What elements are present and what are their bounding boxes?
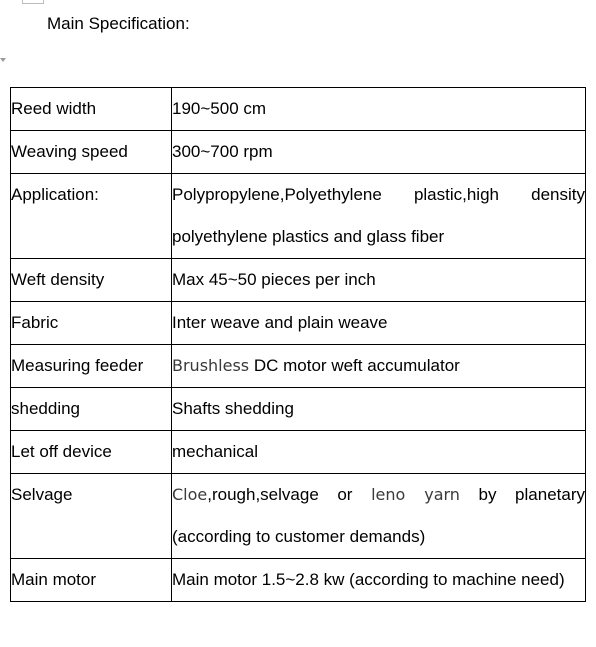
spec-value-part: DC motor weft accumulator [249, 356, 460, 375]
spec-value-part: Brushless [172, 356, 250, 375]
table-row [11, 88, 586, 131]
spec-label: shedding [11, 388, 172, 431]
spec-label: Main motor [11, 559, 172, 602]
table-row [11, 302, 586, 345]
margin-caret-icon [0, 58, 6, 62]
spec-value [172, 474, 586, 559]
spec-label: Let off device [11, 431, 172, 474]
spec-label: Application: [11, 174, 172, 259]
table-row [11, 345, 586, 388]
spec-label: Selvage [11, 474, 172, 559]
table-row [11, 174, 586, 259]
spec-value: Main motor 1.5~2.8 kw (according to machine need) [172, 559, 586, 602]
spec-label: Reed width [11, 88, 172, 131]
spec-label: Weaving speed [11, 131, 172, 174]
spec-value-part: ,rough,selvage or [207, 485, 372, 504]
spec-label: Measuring feeder [11, 345, 172, 388]
table-row [11, 474, 586, 559]
table-row [11, 131, 586, 174]
spec-value: Inter weave and plain weave [172, 302, 586, 345]
page-title: Main Specification: [47, 14, 190, 33]
spec-value: Shafts shedding [172, 388, 586, 431]
spec-value-part: Cloe [172, 485, 208, 504]
table-row [11, 388, 586, 431]
specification-table [10, 87, 586, 602]
spec-label: Fabric [11, 302, 172, 345]
spec-label: Weft density [11, 259, 172, 302]
spec-value: Polypropylene,Polyethylene plastic,high density polyethylene plastics and glass fiber [172, 174, 586, 259]
table-row [11, 431, 586, 474]
spec-value: 190~500 cm [172, 88, 586, 131]
spec-value: mechanical [172, 431, 586, 474]
spec-value [172, 345, 586, 388]
spec-value: Max 45~50 pieces per inch [172, 259, 586, 302]
spec-value-part: by planetary (according to customer demands) [172, 485, 585, 546]
page-corner-mark [22, 0, 44, 4]
spec-value-part: leno yarn [371, 485, 460, 504]
table-row [11, 259, 586, 302]
spec-value: 300~700 rpm [172, 131, 586, 174]
table-row [11, 559, 586, 602]
